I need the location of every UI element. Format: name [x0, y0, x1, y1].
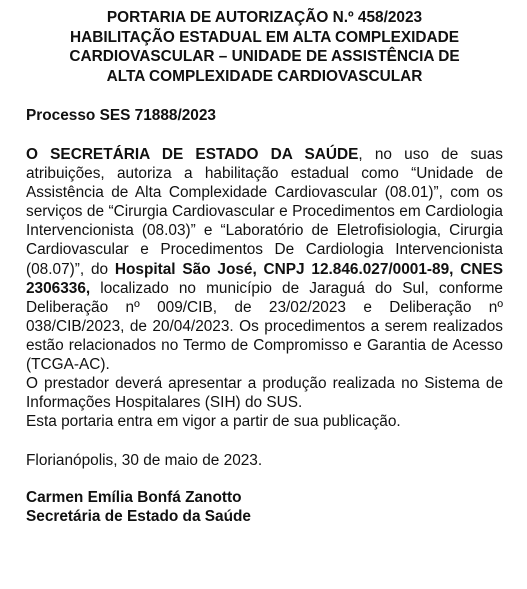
authorization-text-part-1: , no uso de suas atribuições, autoriza a habilitação estadual como “Unidade de Assistência de Alta Complexidade Cardiovascular (08.01)”, com os serviços de “Cirurgia Cardiovascular e Procedimentos em Cardiologia Intervencionista (08.03)” e “Laboratório de Eletrofisiologia, Cirurgia Cardiovascular e Procedimentos De Cardiologia Intervencionista (08.07)”, do: [26, 146, 503, 278]
header-title-line-4: ALTA COMPLEXIDADE CARDIOVASCULAR: [106, 67, 423, 85]
authorization-text-part-2: localizado no município de Jaraguá do Sul, conforme Deliberação nº 009/CIB, de 23/02/2023 e Deliberação nº 038/CIB/2023, de 20/04/2023. Os procedimentos a serem realizados estão relacionados no Termo de Compromisso e Garantia de Acesso (TCGA-AC).: [26, 279, 503, 374]
process-number: Processo SES 71888/2023: [26, 107, 216, 124]
header-title-line-2: HABILITAÇÃO ESTADUAL EM ALTA COMPLEXIDADE: [69, 28, 460, 46]
signatory-title: Secretária de Estado da Saúde: [26, 508, 251, 526]
header-title-line-3: CARDIOVASCULAR – UNIDADE DE ASSISTÊNCIA DE: [69, 48, 460, 65]
signatory-name: Carmen Emília Bonfá Zanotto: [26, 489, 242, 507]
header-title-line-1: PORTARIA DE AUTORIZAÇÃO N.º 458/2023: [106, 9, 423, 26]
authorization-paragraph: [26, 145, 503, 374]
place-and-date: Florianópolis, 30 de maio de 2023.: [26, 452, 263, 470]
hospital-identification: Hospital São José, CNPJ 12.846.027/0001-89, CNES 2306336,: [26, 260, 503, 297]
document-body: [26, 145, 503, 431]
signature-block: [26, 488, 503, 526]
production-paragraph: O prestador deverá apresentar a produção realizada no Sistema de Informações Hospitalares (SIH) do SUS.: [26, 375, 503, 412]
document-header: [26, 8, 503, 86]
authority-lead: O SECRETÁRIA DE ESTADO DA SAÚDE: [26, 146, 359, 163]
effective-paragraph: Esta portaria entra em vigor a partir de sua publicação.: [26, 413, 401, 431]
